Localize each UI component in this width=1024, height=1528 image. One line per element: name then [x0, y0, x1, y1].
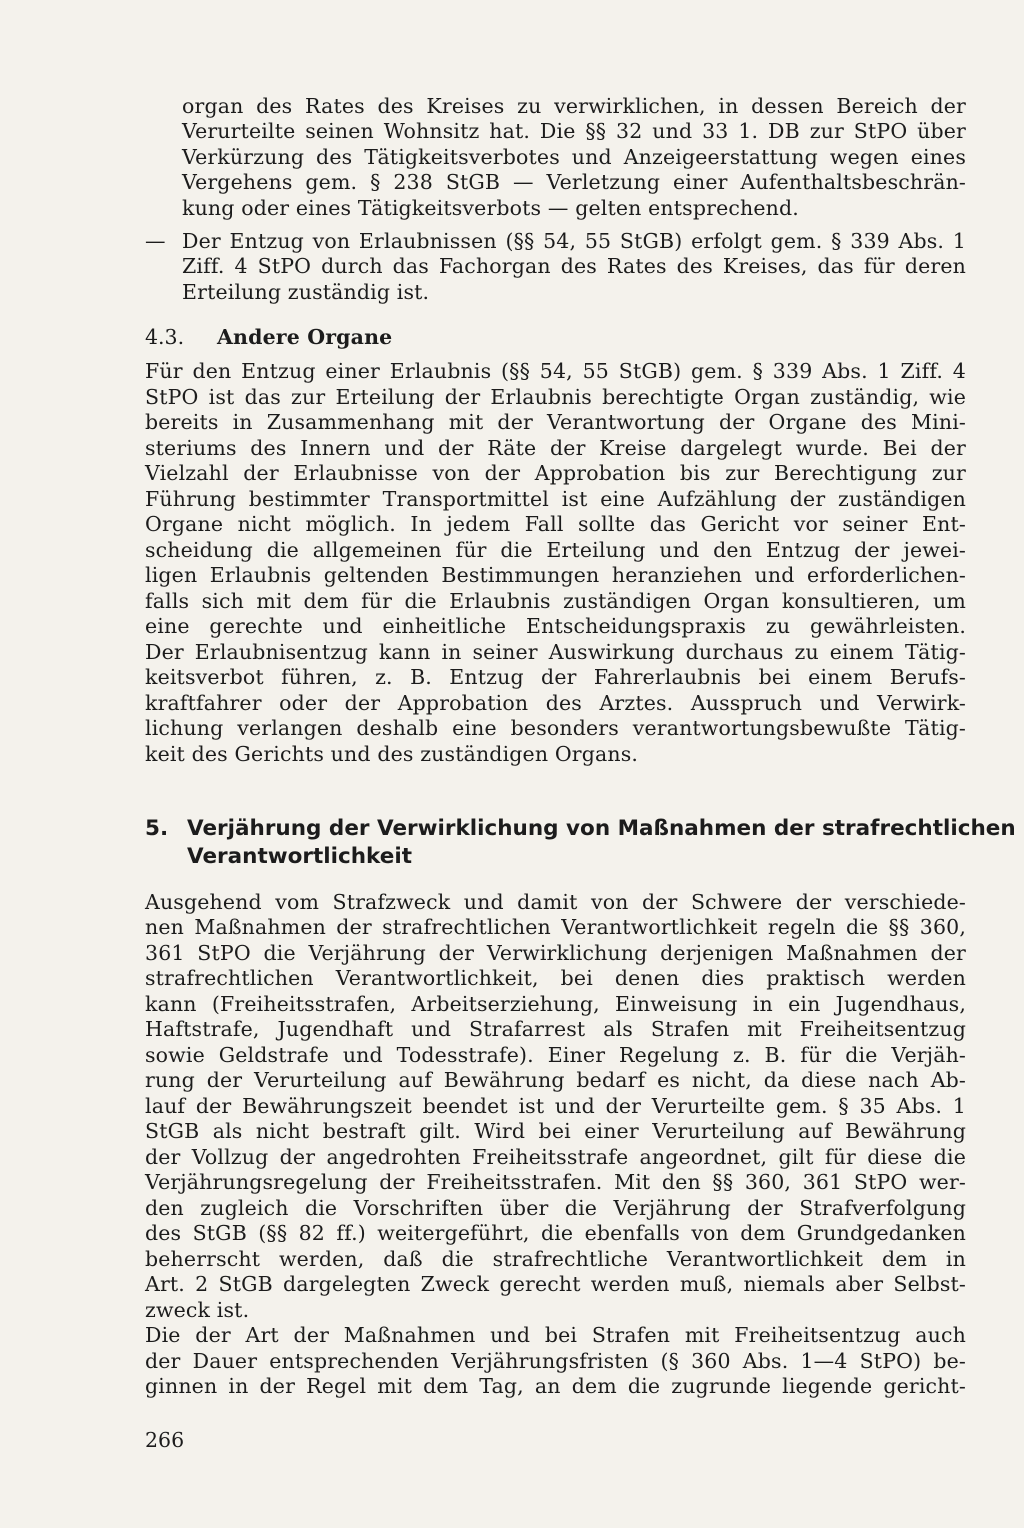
- text-line: keit des Gerichts und des zuständigen Organs.: [145, 742, 639, 766]
- text-line: zweck ist.: [145, 1298, 250, 1322]
- text-line: bereits in Zusammenhang mit der Verantwortung der Organe des Mini-: [145, 410, 966, 434]
- text-line: Vielzahl der Erlaubnisse von der Approbation bis zur Berechtigung zur: [145, 461, 966, 485]
- text-line: den zugleich die Vorschriften über die Verjährung der Strafverfolgung: [145, 1196, 966, 1220]
- text-line: keitsverbot führen, z. B. Entzug der Fahrerlaubnis bei einem Berufs-: [145, 665, 966, 689]
- text-line: Ausgehend vom Strafzweck und damit von der Schwere der verschiede-: [145, 890, 966, 914]
- text-line: Erteilung zuständig ist.: [182, 280, 430, 304]
- text-line: Ziff. 4 StPO durch das Fachorgan des Rates des Kreises, das für deren: [182, 254, 966, 278]
- text-line: Verkürzung des Tätigkeitsverbotes und Anzeigeerstattung wegen eines: [182, 145, 966, 169]
- text-line: sowie Geldstrafe und Todesstrafe). Einer Regelung z. B. für die Verjäh-: [145, 1043, 966, 1067]
- text-line: StGB als nicht bestraft gilt. Wird bei einer Verurteilung auf Bewährung: [145, 1119, 966, 1143]
- section-number: 4.3.: [145, 325, 185, 349]
- text-line: kraftfahrer oder der Approbation des Arztes. Ausspruch und Verwirk-: [145, 691, 966, 715]
- text-line: ginnen in der Regel mit dem Tag, an dem die zugrunde liegende gericht-: [145, 1374, 966, 1398]
- text-line: steriums des Innern und der Räte der Kreise dargelegt wurde. Bei der: [145, 436, 966, 460]
- bullet-dash: —: [145, 229, 166, 253]
- page-number: 266: [145, 1428, 185, 1452]
- text-line: falls sich mit dem für die Erlaubnis zuständigen Organ konsultieren, um: [145, 589, 966, 613]
- text-line: Organe nicht möglich. In jedem Fall sollte das Gericht vor seiner Ent-: [145, 512, 966, 536]
- text-line: rung der Verurteilung auf Bewährung bedarf es nicht, da diese nach Ab-: [145, 1068, 966, 1092]
- text-line: lichung verlangen deshalb eine besonders verantwortungsbewußte Tätig-: [145, 716, 966, 740]
- text-line: Führung bestimmter Transportmittel ist eine Aufzählung der zuständigen: [145, 487, 966, 511]
- text-line: lauf der Bewährungszeit beendet ist und der Verurteilte gem. § 35 Abs. 1: [145, 1094, 966, 1118]
- text-line: kann (Freiheitsstrafen, Arbeitserziehung, Einweisung in ein Jugendhaus,: [145, 992, 966, 1016]
- text-line: des StGB (§§ 82 ff.) weitergeführt, die ebenfalls von dem Grundgedanken: [145, 1221, 966, 1245]
- text-line: scheidung die allgemeinen für die Erteilung und den Entzug der jewei-: [145, 538, 966, 562]
- text-line: der Dauer entsprechenden Verjährungsfristen (§ 360 Abs. 1—4 StPO) be-: [145, 1349, 966, 1373]
- section-heading: Andere Organe: [217, 325, 393, 349]
- text-line: Für den Entzug einer Erlaubnis (§§ 54, 55 StGB) gem. § 339 Abs. 1 Ziff. 4: [145, 359, 966, 383]
- text-line: organ des Rates des Kreises zu verwirklichen, in dessen Bereich der: [182, 94, 966, 118]
- section-heading: Verantwortlichkeit: [187, 844, 412, 869]
- section-number: 5.: [145, 816, 169, 841]
- text-line: Haftstrafe, Jugendhaft und Strafarrest als Strafen mit Freiheitsentzug: [145, 1017, 966, 1041]
- text-line: 361 StPO die Verjährung der Verwirklichung derjenigen Maßnahmen der: [145, 941, 966, 965]
- section-heading: Verjährung der Verwirklichung von Maßnahmen der strafrechtlichen: [187, 816, 1016, 841]
- text-line: nen Maßnahmen der strafrechtlichen Verantwortlichkeit regeln die §§ 360,: [145, 915, 966, 939]
- text-line: Verurteilte seinen Wohnsitz hat. Die §§ 32 und 33 1. DB zur StPO über: [182, 119, 966, 143]
- text-line: Art. 2 StGB dargelegten Zweck gerecht werden muß, niemals aber Selbst-: [145, 1272, 966, 1296]
- text-line: Die der Art der Maßnahmen und bei Strafen mit Freiheitsentzug auch: [145, 1323, 966, 1347]
- text-line: Verjährungsregelung der Freiheitsstrafen. Mit den §§ 360, 361 StPO wer-: [145, 1170, 966, 1194]
- text-line: eine gerechte und einheitliche Entscheidungspraxis zu gewährleisten.: [145, 614, 966, 638]
- text-line: StPO ist das zur Erteilung der Erlaubnis berechtigte Organ zuständig, wie: [145, 385, 966, 409]
- text-line: kung oder eines Tätigkeitsverbots — gelten entsprechend.: [182, 196, 799, 220]
- text-line: ligen Erlaubnis geltenden Bestimmungen heranziehen und erforderlichen-: [145, 563, 966, 587]
- text-line: der Vollzug der angedrohten Freiheitsstrafe angeordnet, gilt für diese die: [145, 1145, 966, 1169]
- text-line: beherrscht werden, daß die strafrechtliche Verantwortlichkeit dem in: [145, 1247, 966, 1271]
- text-line: Vergehens gem. § 238 StGB — Verletzung einer Aufenthaltsbeschrän-: [182, 170, 966, 194]
- text-line: Der Erlaubnisentzug kann in seiner Auswirkung durchaus zu einem Tätig-: [145, 640, 966, 664]
- text-line: Der Entzug von Erlaubnissen (§§ 54, 55 StGB) erfolgt gem. § 339 Abs. 1: [182, 229, 966, 253]
- text-line: strafrechtlichen Verantwortlichkeit, bei denen dies praktisch werden: [145, 966, 966, 990]
